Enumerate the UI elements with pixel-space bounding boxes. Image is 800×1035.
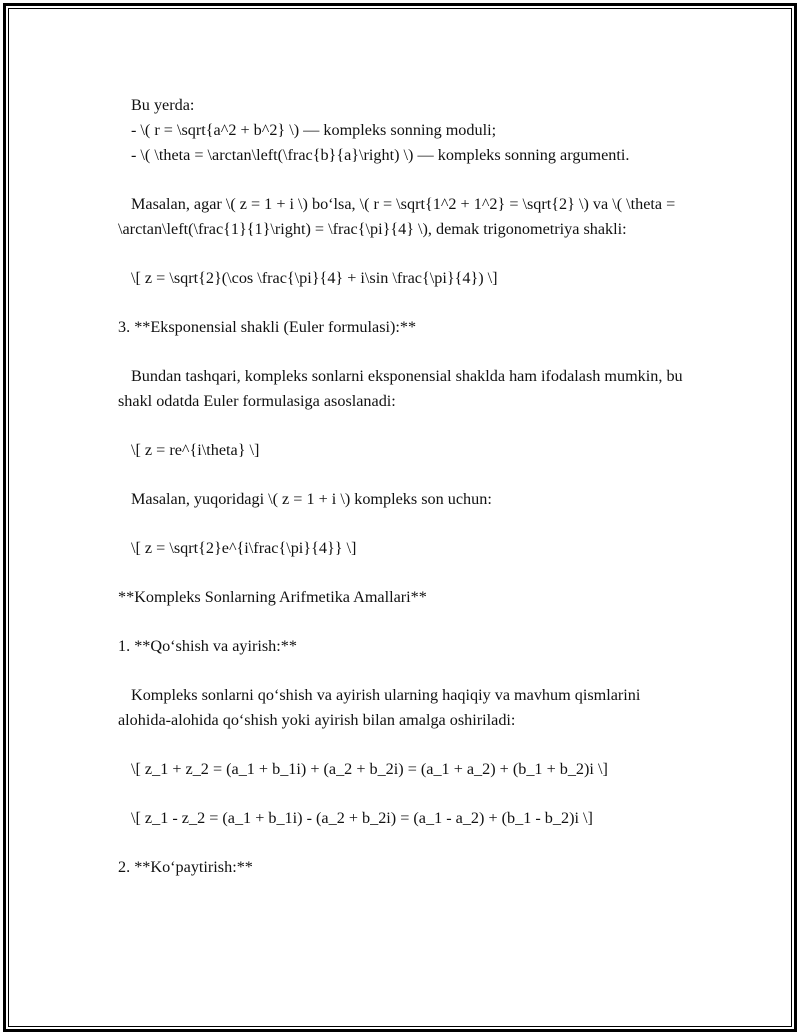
heading-addition: 1. **Qo‘shish va ayirish:** [118, 637, 297, 655]
paragraph-intro: Bu yerda: [131, 96, 195, 114]
heading-multiplication: 2. **Ko‘paytirish:** [118, 858, 253, 876]
heading-exponential-form: 3. **Eksponensial shakli (Euler formulasi):** [118, 318, 417, 336]
list-item-modulus: - \( r = \sqrt{a^2 + b^2} \) — kompleks sonning moduli; [131, 121, 497, 139]
paragraph-example: Masalan, agar \( z = 1 + i \) bo‘lsa, \( r = \sqrt{1^2 + 1^2} = \sqrt{2} \) va \( \theta = \arctan\left(\frac{1}{1}\right) = \frac{\pi}{4} \), demak trigonometriya shakli: [118, 195, 676, 238]
formula-trigonometric: \[ z = \sqrt{2}(\cos \frac{\pi}{4} + i\sin \frac{\pi}{4}) \] [131, 269, 498, 287]
paragraph-example-2: Masalan, yuqoridagi \( z = 1 + i \) kompleks son uchun: [131, 490, 492, 508]
formula-sum: \[ z_1 + z_2 = (a_1 + b_1i) + (a_2 + b_2i) = (a_1 + a_2) + (b_1 + b_2)i \] [131, 760, 608, 778]
formula-difference: \[ z_1 - z_2 = (a_1 + b_1i) - (a_2 + b_2i) = (a_1 - a_2) + (b_1 - b_2)i \] [131, 809, 593, 827]
formula-exponential: \[ z = re^{i\theta} \] [131, 441, 260, 459]
heading-arithmetic: **Kompleks Sonlarning Arifmetika Amallari** [118, 588, 427, 606]
formula-exponential-example: \[ z = \sqrt{2}e^{i\frac{\pi}{4}} \] [131, 539, 357, 557]
paragraph-addition: Kompleks sonlarni qo‘shish va ayirish ularning haqiqiy va mavhum qismlarini alohida-alohida qo‘shish yoki ayirish bilan amalga oshiriladi: [118, 686, 641, 729]
list-item-argument: - \( \theta = \arctan\left(\frac{b}{a}\right) \) — kompleks sonning argumenti. [131, 146, 630, 164]
paragraph-exponential: Bundan tashqari, kompleks sonlarni eksponensial shaklda ham ifodalash mumkin, bu shakl odatda Euler formulasiga asoslanadi: [118, 367, 683, 410]
document-body [118, 93, 688, 880]
